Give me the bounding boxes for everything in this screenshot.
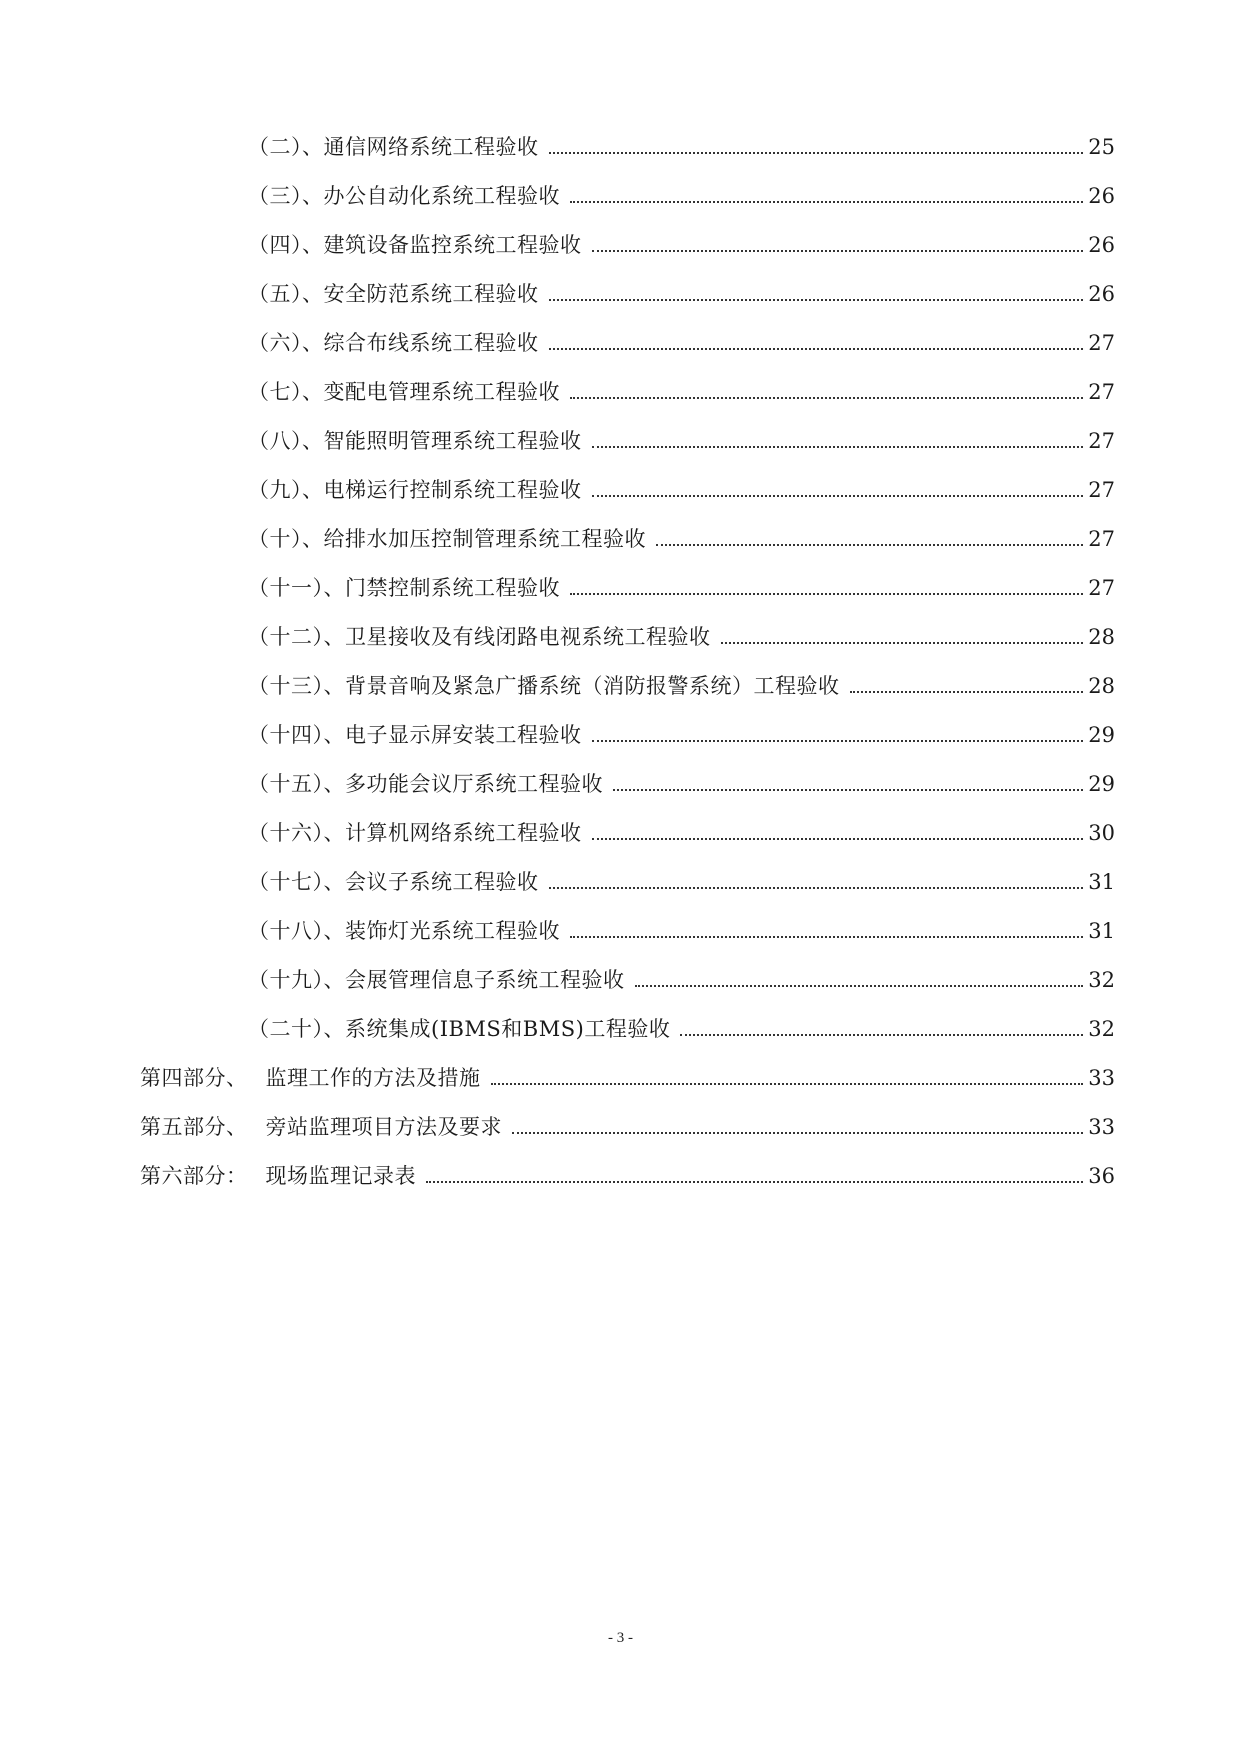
dot-leader	[491, 1065, 1084, 1091]
toc-entry[interactable]	[0, 612, 1241, 661]
toc-entry-title	[248, 232, 582, 258]
toc-entry[interactable]	[0, 1102, 1241, 1151]
toc-entry-text: 旁站监理项目方法及要求	[265, 1114, 502, 1139]
toc-entry-page: 28	[1088, 624, 1115, 649]
toc-entry-prefix: （十九）、	[248, 967, 345, 992]
dot-leader	[721, 624, 1084, 650]
dot-leader	[549, 134, 1084, 160]
toc-entry-prefix: （十五）、	[248, 771, 345, 796]
dot-leader	[680, 1016, 1083, 1042]
toc-entry-title	[140, 1163, 416, 1189]
toc-entry[interactable]	[0, 514, 1241, 563]
toc-entry-page: 36	[1088, 1163, 1115, 1188]
toc-entry-text: 通信网络系统工程验收	[323, 134, 539, 159]
toc-entry-prefix: 第五部分、	[140, 1114, 248, 1139]
dot-leader	[592, 820, 1084, 846]
toc-entry-page: 28	[1088, 673, 1115, 698]
toc-entry-title	[248, 722, 582, 748]
toc-entry-text: 门禁控制系统工程验收	[345, 575, 560, 600]
toc-entry-text: 办公自动化系统工程验收	[323, 183, 560, 208]
toc-entry-page: 27	[1088, 526, 1115, 551]
dot-leader	[549, 281, 1084, 307]
toc-entry-text: 综合布线系统工程验收	[323, 330, 539, 355]
toc-entry-title	[248, 1016, 670, 1042]
toc-entry-page: 27	[1088, 428, 1115, 453]
toc-entry-page: 30	[1088, 820, 1115, 845]
toc-entry-title	[140, 1114, 502, 1140]
toc-entry[interactable]	[0, 122, 1241, 171]
toc-entry-page: 32	[1088, 967, 1115, 992]
toc-entry-title	[248, 526, 646, 552]
dot-leader	[592, 232, 1084, 258]
toc-entry-prefix: （七）、	[248, 379, 324, 404]
dot-leader	[592, 428, 1084, 454]
toc-entry-prefix: （十三）、	[248, 673, 345, 698]
toc-entry-prefix: （十二）、	[248, 624, 345, 649]
toc-entry-prefix: （四）、	[248, 232, 324, 257]
toc-entry-page: 26	[1088, 232, 1115, 257]
dot-leader	[570, 918, 1083, 944]
toc-entry-prefix: （二十）、	[248, 1016, 345, 1041]
toc-entry-prefix: （十七）、	[248, 869, 345, 894]
toc-entry-page: 33	[1088, 1114, 1115, 1139]
toc-entry-prefix: （十六）、	[248, 820, 345, 845]
dot-leader	[570, 379, 1083, 405]
toc-entry-title	[248, 967, 625, 993]
toc-entry-page: 27	[1088, 379, 1115, 404]
toc-entry-page: 31	[1088, 918, 1115, 943]
toc-entry-page: 26	[1088, 183, 1115, 208]
toc-entry[interactable]	[0, 563, 1241, 612]
toc-entry-text: 现场监理记录表	[265, 1163, 416, 1188]
toc-entry[interactable]	[0, 759, 1241, 808]
toc-entry-title	[248, 281, 539, 307]
toc-entry-prefix: （九）、	[248, 477, 324, 502]
toc-entry[interactable]	[0, 661, 1241, 710]
toc-entry[interactable]	[0, 171, 1241, 220]
toc-entry-prefix: 第四部分、	[140, 1065, 248, 1090]
dot-leader	[426, 1163, 1083, 1189]
toc-entry-page: 27	[1088, 575, 1115, 600]
dot-leader	[592, 722, 1084, 748]
dot-leader	[549, 869, 1084, 895]
toc-entry-prefix: （十八）、	[248, 918, 345, 943]
toc-entry-prefix: （五）、	[248, 281, 324, 306]
toc-entry-title	[248, 918, 560, 944]
toc-entry-title	[248, 673, 840, 699]
toc-entry-prefix: （十一）、	[248, 575, 345, 600]
toc-entry-title	[248, 771, 603, 797]
toc-entry[interactable]	[0, 955, 1241, 1004]
dot-leader	[570, 575, 1083, 601]
toc-entry[interactable]	[0, 1053, 1241, 1102]
dot-leader	[850, 673, 1084, 699]
toc-entry-text: 计算机网络系统工程验收	[345, 820, 582, 845]
dot-leader	[570, 183, 1083, 209]
toc-entry[interactable]	[0, 269, 1241, 318]
toc-entry[interactable]	[0, 416, 1241, 465]
toc-entry-prefix: （八）、	[248, 428, 324, 453]
toc-entry[interactable]	[0, 220, 1241, 269]
toc-entry-text: 会议子系统工程验收	[345, 869, 539, 894]
toc-entry-text: 装饰灯光系统工程验收	[345, 918, 560, 943]
toc-entry[interactable]	[0, 1151, 1241, 1200]
toc-entry[interactable]	[0, 1004, 1241, 1053]
toc-entry-text: 安全防范系统工程验收	[323, 281, 539, 306]
toc-entry-title	[248, 379, 560, 405]
dot-leader	[549, 330, 1084, 356]
toc-entry-title	[248, 869, 539, 895]
toc-entry-page: 32	[1088, 1016, 1115, 1041]
toc-entry-prefix: （十）、	[248, 526, 324, 551]
toc-entry-page: 27	[1088, 330, 1115, 355]
toc-entry-prefix: 第六部分：	[140, 1163, 248, 1188]
toc-entry-title	[248, 820, 582, 846]
dot-leader	[592, 477, 1084, 503]
toc-entry[interactable]	[0, 808, 1241, 857]
toc-entry-text: 多功能会议厅系统工程验收	[345, 771, 603, 796]
toc-entry-prefix: （二）、	[248, 134, 324, 159]
toc-entry[interactable]	[0, 367, 1241, 416]
toc-entry-text: 系统集成(IBMS和BMS)工程验收	[345, 1016, 671, 1041]
toc-entry-text: 会展管理信息子系统工程验收	[345, 967, 625, 992]
toc-entry[interactable]	[0, 710, 1241, 759]
table-of-contents	[0, 122, 1241, 1200]
toc-entry-text: 变配电管理系统工程验收	[323, 379, 560, 404]
toc-entry-page: 29	[1088, 722, 1115, 747]
dot-leader	[635, 967, 1084, 993]
toc-entry-page: 31	[1088, 869, 1115, 894]
toc-entry-prefix: （十四）、	[248, 722, 345, 747]
toc-entry-page: 25	[1088, 134, 1115, 159]
toc-entry-prefix: （三）、	[248, 183, 324, 208]
toc-entry-text: 建筑设备监控系统工程验收	[323, 232, 582, 257]
toc-entry-page: 33	[1088, 1065, 1115, 1090]
toc-entry-text: 背景音响及紧急广播系统（消防报警系统）工程验收	[345, 673, 840, 698]
toc-entry-title	[248, 575, 560, 601]
toc-entry-prefix: （六）、	[248, 330, 324, 355]
toc-entry-text: 电子显示屏安装工程验收	[345, 722, 582, 747]
toc-entry-title	[140, 1065, 481, 1091]
toc-entry[interactable]	[0, 465, 1241, 514]
toc-entry-text: 智能照明管理系统工程验收	[323, 428, 582, 453]
toc-entry-title	[248, 428, 582, 454]
toc-entry-title	[248, 183, 560, 209]
toc-entry-text: 监理工作的方法及措施	[265, 1065, 481, 1090]
toc-entry-title	[248, 134, 539, 160]
page-number: - 3 -	[608, 1630, 633, 1646]
toc-entry[interactable]	[0, 857, 1241, 906]
dot-leader	[512, 1114, 1083, 1140]
toc-entry[interactable]	[0, 906, 1241, 955]
toc-entry-page: 27	[1088, 477, 1115, 502]
toc-entry-text: 电梯运行控制系统工程验收	[323, 477, 582, 502]
toc-entry-title	[248, 330, 539, 356]
toc-entry-title	[248, 477, 582, 503]
dot-leader	[613, 771, 1083, 797]
toc-entry-page: 26	[1088, 281, 1115, 306]
toc-entry[interactable]	[0, 318, 1241, 367]
dot-leader	[656, 526, 1083, 552]
toc-entry-page: 29	[1088, 771, 1115, 796]
toc-entry-title	[248, 624, 711, 650]
toc-entry-text: 卫星接收及有线闭路电视系统工程验收	[345, 624, 711, 649]
toc-entry-text: 给排水加压控制管理系统工程验收	[323, 526, 646, 551]
